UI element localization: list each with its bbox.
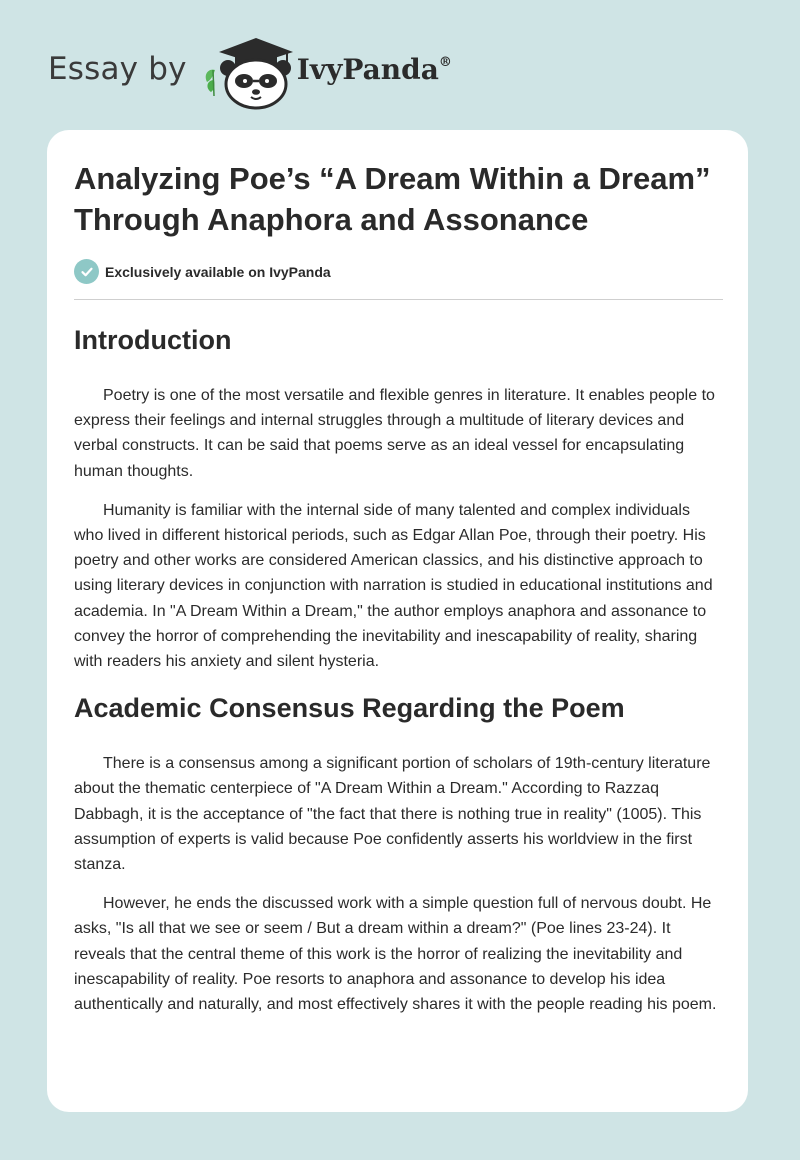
essay-card bbox=[47, 130, 748, 1112]
paragraph: Humanity is familiar with the internal side of many talented and complex individuals who lived in different historical periods, such as Edgar Allan Poe, through their poetry. His poetry and other works are considered American classics, and his distinctive approach to using literary devices in conjunction with narration is studied in educational institutions and academia. In "A Dream Within a Dream," the author employs anaphora and assonance to convey the horror of comprehending the inevitability and inescapability of reality, sharing with readers his anxiety and silent hysteria. bbox=[74, 501, 713, 671]
title-divider bbox=[74, 299, 723, 300]
essay-by-label: Essay by bbox=[48, 51, 187, 87]
brand-name[interactable] bbox=[297, 53, 452, 86]
essay-title: Analyzing Poe’s “A Dream Within a Dream” Through Anaphora and Assonance bbox=[74, 161, 711, 237]
check-circle-icon bbox=[74, 259, 99, 284]
section-heading-academic-consensus: Academic Consensus Regarding the Poem bbox=[74, 693, 625, 724]
exclusive-badge bbox=[74, 259, 723, 284]
brand-name-text: IvyPanda bbox=[296, 52, 439, 86]
essay-content bbox=[74, 158, 723, 1017]
section-heading-introduction: Introduction bbox=[74, 325, 232, 355]
panda-logo-icon[interactable] bbox=[201, 30, 293, 110]
paragraph: Poetry is one of the most versatile and flexible genres in literature. It enables people to express their feelings and internal struggles through a multitude of literary devices and verbal constructs. It can be said that poems serve as an ideal vessel for encapsulating human thoughts. bbox=[74, 387, 715, 480]
site-header bbox=[48, 30, 452, 110]
registered-mark: ® bbox=[438, 54, 452, 70]
exclusive-badge-label: Exclusively available on IvyPanda bbox=[105, 263, 331, 280]
paragraph: There is a consensus among a significant portion of scholars of 19th-century literature about the thematic centerpiece of "A Dream Within a Dream." According to Razzaq Dabbagh, it is the acceptance of "the fact that there is nothing true in reality" (1005). This assumption of experts is valid because Poe confidently asserts his worldview in the first stanza. bbox=[74, 755, 711, 874]
paragraph: However, he ends the discussed work with a simple question full of nervous doubt. He asks, "Is all that we see or seem / But a dream within a dream?" (Poe lines 23-24). It reveals that the central theme of this work is the horror of realizing the inevitability and inescapability of reality. Poe resorts to anaphora and assonance to develop his idea authentically and naturally, and most effectively shares it with the people reading his poem. bbox=[74, 895, 717, 1014]
